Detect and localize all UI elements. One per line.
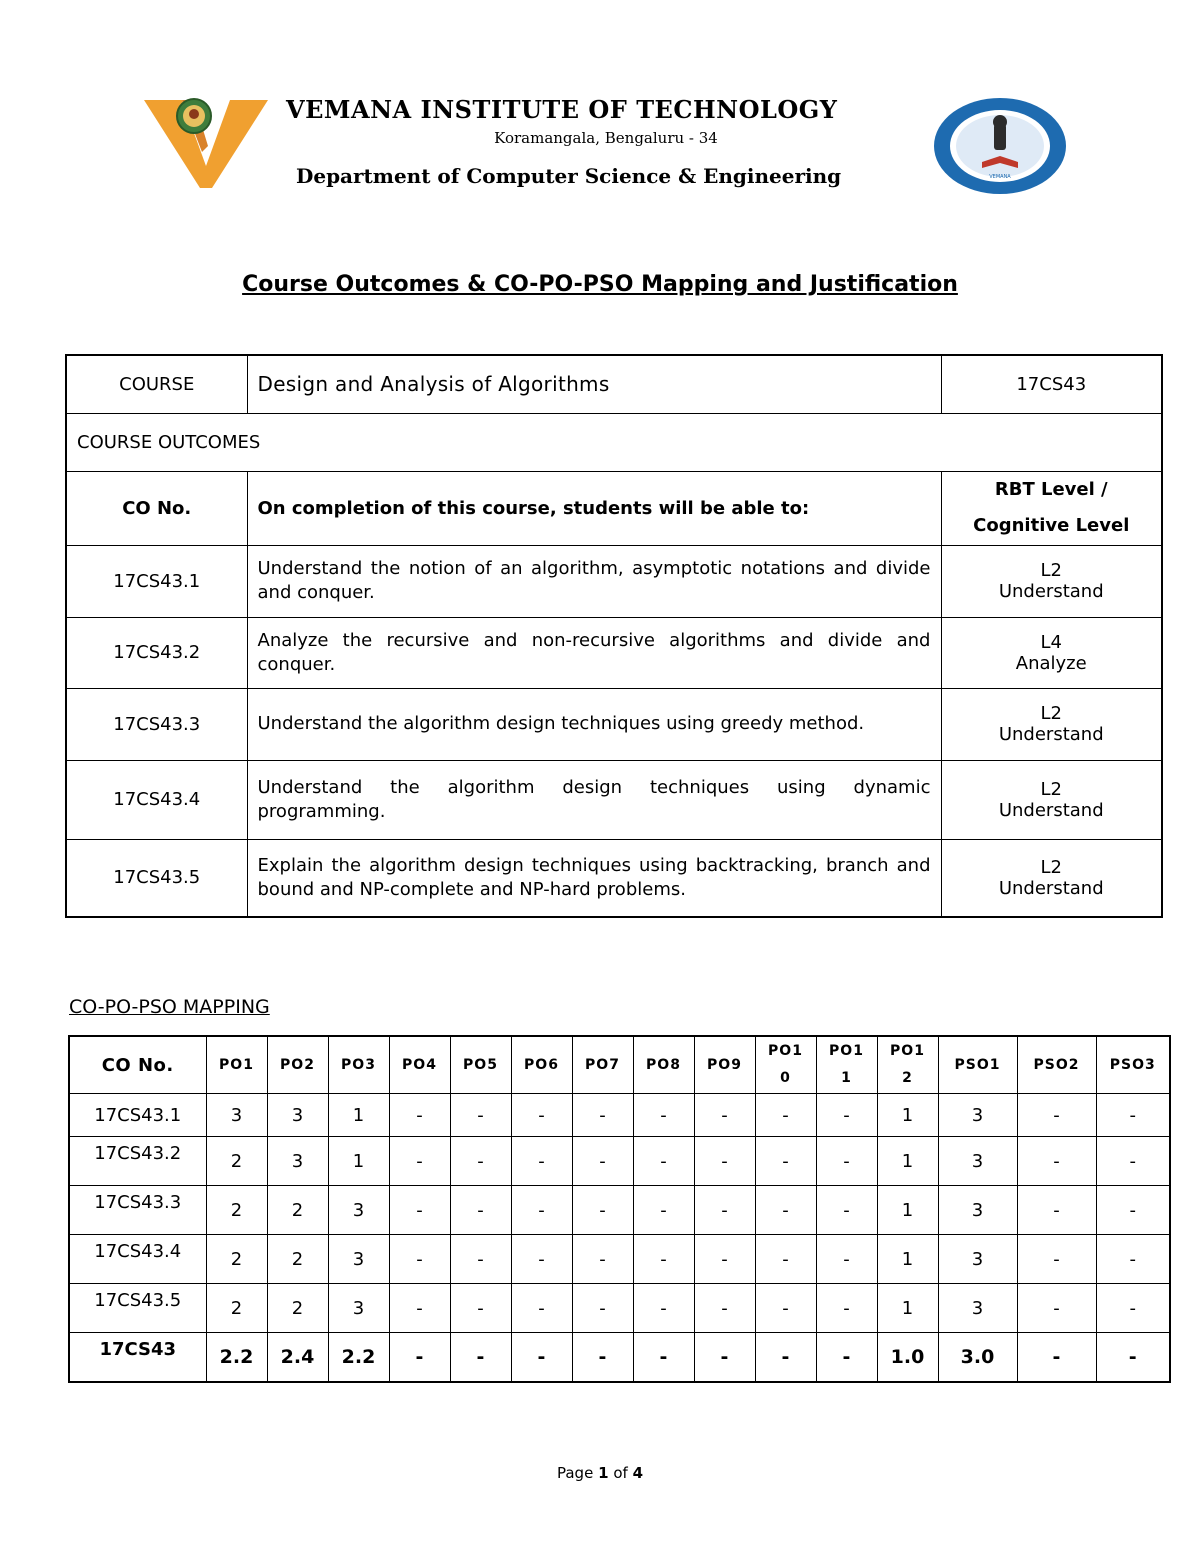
header-line2: 0 bbox=[780, 1070, 791, 1086]
mapping-value: - bbox=[1096, 1284, 1170, 1333]
header-line1: PO8 bbox=[646, 1057, 681, 1073]
course-row bbox=[66, 355, 1162, 413]
institute-name: VEMANA INSTITUTE OF TECHNOLOGY bbox=[286, 95, 838, 124]
header-line1: PO3 bbox=[341, 1057, 376, 1073]
outcome-header bbox=[389, 1036, 450, 1094]
header-line1: PO2 bbox=[280, 1057, 315, 1073]
mapping-value: 1 bbox=[877, 1137, 938, 1186]
mapping-value: 1 bbox=[328, 1137, 389, 1186]
course-code: 17CS43 bbox=[69, 1333, 206, 1383]
header-line1: PO1 bbox=[219, 1057, 254, 1073]
co-statement: Understand the algorithm design techniques using greedy method. bbox=[247, 688, 941, 760]
outcomes-header-row bbox=[66, 471, 1162, 545]
co-number: 17CS43.2 bbox=[66, 617, 247, 688]
cognitive-level: Understand bbox=[998, 724, 1104, 745]
mapping-value: - bbox=[1096, 1137, 1170, 1186]
rbt-level: L2 bbox=[1040, 703, 1062, 724]
cognitive-level: Analyze bbox=[1015, 652, 1087, 674]
rbt-level: L2 bbox=[1040, 856, 1062, 878]
mapping-header-row bbox=[69, 1036, 1170, 1094]
header-line1: PO4 bbox=[402, 1057, 437, 1073]
co-number: 17CS43.5 bbox=[66, 839, 247, 917]
page-word: Page bbox=[556, 1464, 594, 1482]
mapping-value: - bbox=[694, 1284, 755, 1333]
mapping-value: 2 bbox=[267, 1186, 328, 1235]
svg-text:VEMANA: VEMANA bbox=[989, 174, 1011, 180]
mapping-value: 3 bbox=[938, 1137, 1017, 1186]
outcome-header bbox=[450, 1036, 511, 1094]
course-name: Design and Analysis of Algorithms bbox=[247, 355, 941, 413]
co-number: 17CS43.4 bbox=[69, 1235, 206, 1284]
mapping-value: - bbox=[389, 1094, 450, 1137]
outcome-header bbox=[816, 1036, 877, 1094]
table-row bbox=[69, 1284, 1170, 1333]
mapping-value: - bbox=[694, 1235, 755, 1284]
rbt-level: L4 bbox=[1040, 631, 1062, 653]
mapping-value: - bbox=[755, 1186, 816, 1235]
header-line1: PO1 bbox=[768, 1043, 803, 1059]
mapping-value: 3 bbox=[267, 1137, 328, 1186]
mapping-value: - bbox=[511, 1094, 572, 1137]
mapping-value: 1 bbox=[877, 1235, 938, 1284]
mapping-value: - bbox=[633, 1235, 694, 1284]
mapping-value: - bbox=[389, 1186, 450, 1235]
average-value: - bbox=[1096, 1333, 1170, 1383]
average-value: - bbox=[694, 1333, 755, 1383]
mapping-value: - bbox=[450, 1235, 511, 1284]
mapping-value: 1 bbox=[328, 1094, 389, 1137]
mapping-value: 3 bbox=[938, 1284, 1017, 1333]
co-number: 17CS43.5 bbox=[69, 1284, 206, 1333]
mapping-value: 3 bbox=[328, 1235, 389, 1284]
co-level bbox=[941, 688, 1162, 760]
mapping-value: 3 bbox=[267, 1094, 328, 1137]
average-value: 1.0 bbox=[877, 1333, 938, 1383]
header-line1: PSO3 bbox=[1109, 1057, 1156, 1073]
header-line1: PO5 bbox=[463, 1057, 498, 1073]
mapping-value: - bbox=[694, 1186, 755, 1235]
mapping-value: - bbox=[389, 1284, 450, 1333]
rbt-header-line2: Cognitive Level bbox=[973, 515, 1130, 536]
rbt-header bbox=[941, 471, 1162, 545]
mapping-value: 3 bbox=[206, 1094, 267, 1137]
mapping-value: - bbox=[450, 1284, 511, 1333]
mapping-value: 3 bbox=[938, 1186, 1017, 1235]
co-po-pso-mapping-table bbox=[68, 1035, 1171, 1383]
mapping-value: - bbox=[511, 1284, 572, 1333]
mapping-value: - bbox=[450, 1137, 511, 1186]
page-footer bbox=[0, 1464, 1200, 1482]
department-name: Department of Computer Science & Engineering bbox=[296, 164, 842, 188]
average-value: - bbox=[572, 1333, 633, 1383]
co-statement: Explain the algorithm design techniques using backtracking, branch and bound and NP-complete and NP-hard problems. bbox=[247, 839, 941, 917]
mapping-value: 2 bbox=[267, 1284, 328, 1333]
course-label: COURSE bbox=[66, 355, 247, 413]
outcome-header bbox=[1096, 1036, 1170, 1094]
co-no-header: CO No. bbox=[66, 471, 247, 545]
average-value: - bbox=[755, 1333, 816, 1383]
mapping-value: - bbox=[694, 1094, 755, 1137]
co-no-header bbox=[69, 1036, 206, 1094]
header-line2: 2 bbox=[902, 1070, 913, 1086]
header-line1: PO6 bbox=[524, 1057, 559, 1073]
co-number: 17CS43.2 bbox=[69, 1137, 206, 1186]
mapping-value: 3 bbox=[328, 1186, 389, 1235]
header-line1: PO7 bbox=[585, 1057, 620, 1073]
header-line1: PO1 bbox=[890, 1043, 925, 1059]
mapping-value: 2 bbox=[206, 1137, 267, 1186]
mapping-value: 3 bbox=[938, 1235, 1017, 1284]
co-statement: Analyze the recursive and non-recursive algorithms and divide and conquer. bbox=[247, 617, 941, 688]
outcomes-label-row bbox=[66, 413, 1162, 471]
table-row bbox=[69, 1137, 1170, 1186]
co-number: 17CS43.1 bbox=[69, 1094, 206, 1137]
mapping-value: - bbox=[633, 1137, 694, 1186]
mapping-value: - bbox=[633, 1284, 694, 1333]
mapping-value: - bbox=[572, 1284, 633, 1333]
course-outcomes-table bbox=[65, 354, 1163, 918]
mapping-value: - bbox=[450, 1186, 511, 1235]
mapping-value: 2 bbox=[267, 1235, 328, 1284]
mapping-value: - bbox=[572, 1186, 633, 1235]
mapping-value: 1 bbox=[877, 1284, 938, 1333]
outcome-row bbox=[66, 760, 1162, 839]
average-value: - bbox=[389, 1333, 450, 1383]
co-number: 17CS43.4 bbox=[66, 760, 247, 839]
outcome-header bbox=[206, 1036, 267, 1094]
mapping-value: - bbox=[755, 1235, 816, 1284]
average-value: - bbox=[816, 1333, 877, 1383]
mapping-value: - bbox=[694, 1137, 755, 1186]
mapping-value: - bbox=[755, 1284, 816, 1333]
outcome-header bbox=[694, 1036, 755, 1094]
mapping-value: - bbox=[572, 1235, 633, 1284]
mapping-value: - bbox=[1017, 1094, 1096, 1137]
co-number: 17CS43.3 bbox=[66, 688, 247, 760]
mapping-value: - bbox=[389, 1235, 450, 1284]
cognitive-level: Understand bbox=[998, 799, 1104, 821]
average-value: 2.4 bbox=[267, 1333, 328, 1383]
table-row bbox=[69, 1235, 1170, 1284]
v-logo-icon bbox=[142, 96, 270, 190]
mapping-value: - bbox=[755, 1094, 816, 1137]
average-value: - bbox=[511, 1333, 572, 1383]
mapping-value: - bbox=[1096, 1186, 1170, 1235]
rbt-level: L2 bbox=[1040, 778, 1062, 800]
outcome-row bbox=[66, 688, 1162, 760]
mapping-value: - bbox=[389, 1137, 450, 1186]
header-line2: 1 bbox=[841, 1070, 852, 1086]
header-line1: PSO2 bbox=[1033, 1057, 1080, 1073]
average-value: 2.2 bbox=[328, 1333, 389, 1383]
outcome-header bbox=[877, 1036, 938, 1094]
co-level bbox=[941, 839, 1162, 917]
average-value: - bbox=[633, 1333, 694, 1383]
department-seal-icon bbox=[932, 96, 1068, 196]
mapping-value: - bbox=[816, 1284, 877, 1333]
mapping-value: 2 bbox=[206, 1186, 267, 1235]
mapping-value: - bbox=[1017, 1137, 1096, 1186]
co-statement: Understand the algorithm design techniques using dynamic programming. bbox=[247, 760, 941, 839]
mapping-value: - bbox=[816, 1186, 877, 1235]
mapping-value: - bbox=[1017, 1284, 1096, 1333]
co-number: 17CS43.1 bbox=[66, 545, 247, 617]
co-level bbox=[941, 760, 1162, 839]
outcome-header bbox=[572, 1036, 633, 1094]
outcome-header bbox=[633, 1036, 694, 1094]
mapping-value: - bbox=[816, 1094, 877, 1137]
header-line1: PO1 bbox=[829, 1043, 864, 1059]
header-line1: PO9 bbox=[707, 1057, 742, 1073]
page-total: 4 bbox=[632, 1464, 643, 1482]
course-code: 17CS43 bbox=[941, 355, 1162, 413]
average-value: - bbox=[450, 1333, 511, 1383]
mapping-value: 3 bbox=[938, 1094, 1017, 1137]
mapping-value: - bbox=[633, 1186, 694, 1235]
mapping-value: - bbox=[1017, 1235, 1096, 1284]
rbt-level: L2 bbox=[1040, 560, 1062, 581]
table-row bbox=[69, 1094, 1170, 1137]
outcome-header bbox=[938, 1036, 1017, 1094]
mapping-value: - bbox=[511, 1137, 572, 1186]
of-word: of bbox=[613, 1464, 628, 1482]
average-value: 3.0 bbox=[938, 1333, 1017, 1383]
mapping-value: - bbox=[755, 1137, 816, 1186]
page-title: Course Outcomes & CO-PO-PSO Mapping and Justification bbox=[242, 272, 958, 297]
statement-header: On completion of this course, students will be able to: bbox=[247, 471, 941, 545]
course-outcomes-label: COURSE OUTCOMES bbox=[66, 413, 1162, 471]
co-statement: Understand the notion of an algorithm, asymptotic notations and divide and conquer. bbox=[247, 545, 941, 617]
mapping-value: 2 bbox=[206, 1284, 267, 1333]
mapping-value: - bbox=[1096, 1235, 1170, 1284]
average-value: - bbox=[1017, 1333, 1096, 1383]
rbt-header-line1: RBT Level / bbox=[994, 479, 1108, 500]
total-row bbox=[69, 1333, 1170, 1383]
outcome-header bbox=[267, 1036, 328, 1094]
mapping-value: 1 bbox=[877, 1094, 938, 1137]
mapping-value: - bbox=[1096, 1094, 1170, 1137]
mapping-value: 3 bbox=[328, 1284, 389, 1333]
cognitive-level: Understand bbox=[998, 581, 1104, 602]
outcome-header bbox=[511, 1036, 572, 1094]
page-number: 1 bbox=[598, 1464, 609, 1482]
mapping-value: - bbox=[1017, 1186, 1096, 1235]
mapping-value: 1 bbox=[877, 1186, 938, 1235]
mapping-value: - bbox=[450, 1094, 511, 1137]
table-row bbox=[69, 1186, 1170, 1235]
average-value: 2.2 bbox=[206, 1333, 267, 1383]
mapping-value: - bbox=[816, 1137, 877, 1186]
mapping-value: - bbox=[511, 1235, 572, 1284]
cognitive-level: Understand bbox=[998, 877, 1104, 899]
outcome-row bbox=[66, 545, 1162, 617]
mapping-title: CO-PO-PSO MAPPING bbox=[69, 996, 270, 1018]
outcome-row bbox=[66, 617, 1162, 688]
co-number: 17CS43.3 bbox=[69, 1186, 206, 1235]
outcome-header bbox=[755, 1036, 816, 1094]
outcome-header bbox=[328, 1036, 389, 1094]
mapping-value: - bbox=[816, 1235, 877, 1284]
mapping-value: - bbox=[572, 1094, 633, 1137]
institute-location: Koramangala, Bengaluru - 34 bbox=[494, 129, 718, 147]
mapping-value: - bbox=[572, 1137, 633, 1186]
outcome-header bbox=[1017, 1036, 1096, 1094]
header-line1: PSO1 bbox=[954, 1057, 1001, 1073]
mapping-value: 2 bbox=[206, 1235, 267, 1284]
mapping-value: - bbox=[511, 1186, 572, 1235]
mapping-value: - bbox=[633, 1094, 694, 1137]
co-level bbox=[941, 617, 1162, 688]
header-line1: CO No. bbox=[101, 1054, 174, 1076]
outcome-row bbox=[66, 839, 1162, 917]
co-level bbox=[941, 545, 1162, 617]
